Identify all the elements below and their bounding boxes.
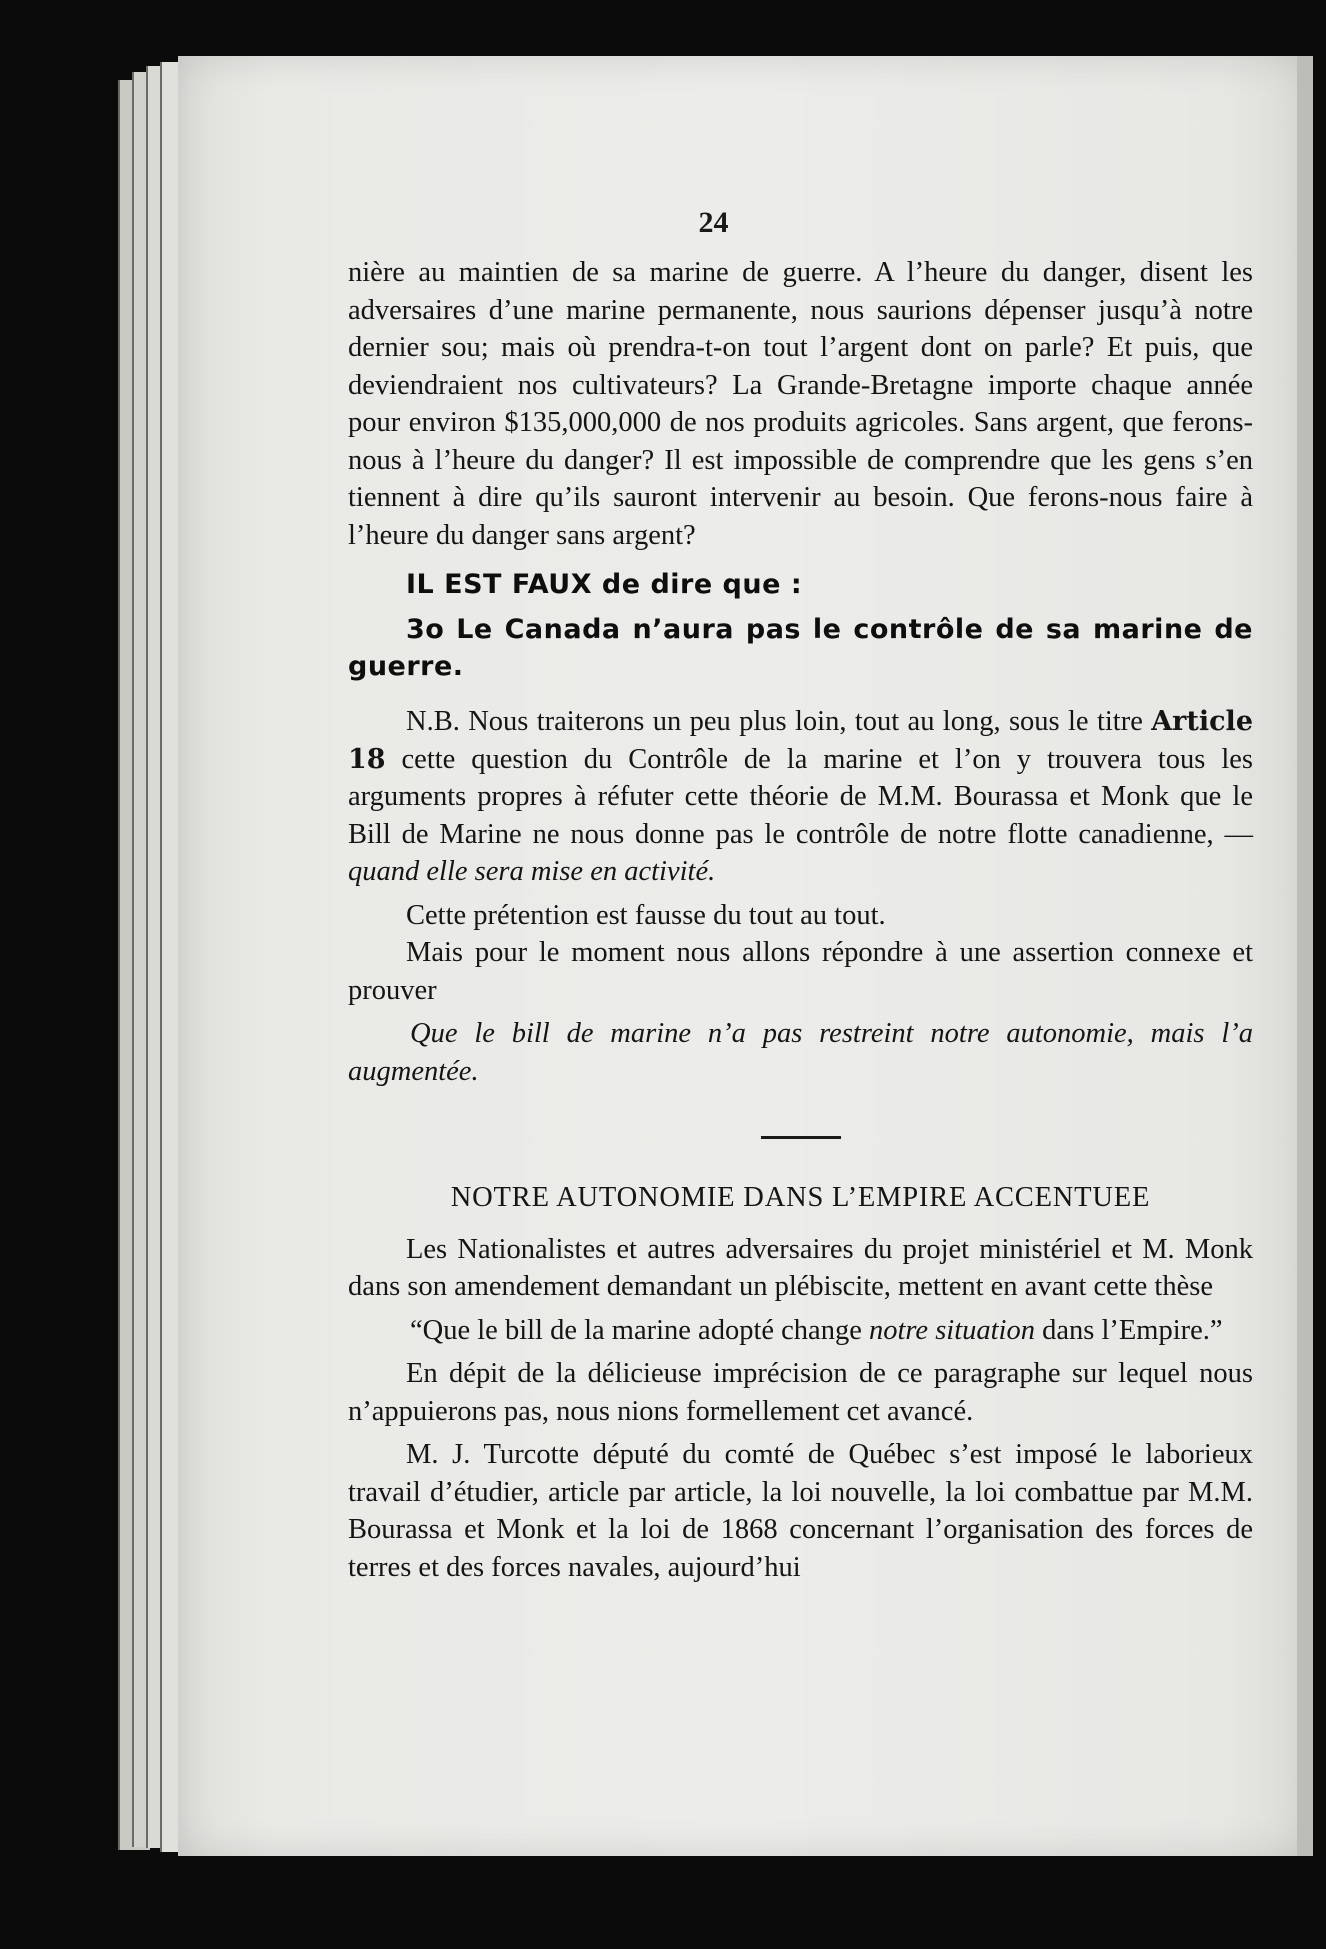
italic-statement <box>348 1015 1253 1090</box>
quote-text: dans l’Empire.” <box>1034 1314 1223 1346</box>
paragraph: Les Nationalistes et autres adversaires du projet ministériel et M. Monk dans son amendement demandant un plébiscite, mettent en avant cette thèse <box>348 1233 1253 1302</box>
paragraph: Mais pour le moment nous allons répondre à une assertion connexe et prouver <box>348 937 1253 1006</box>
paragraph: M. J. Turcotte député du comté de Québec s’est imposé le laborieux travail d’étudier, article par article, la loi nouvelle, la loi combattue par M.M. Bourassa et Monk et la loi de 1868 concernant l’organisation des forces de terres et des forces navales, aujourd’hui <box>348 1439 1253 1583</box>
quote-paragraph <box>348 1312 1253 1350</box>
quote-italic: notre situation <box>868 1314 1035 1346</box>
italic-text: Que le bill de marine n’a pas restreint notre autonomie, mais l’a augmentée. <box>348 1018 1253 1087</box>
bold-heading: IL EST FAUX de dire que : <box>406 569 803 600</box>
bold-heading: 3o Le Canada n’aura pas le contrôle de sa marine de guerre. <box>348 614 1253 682</box>
page-body <box>348 254 1253 1586</box>
section-divider <box>761 1136 841 1139</box>
quote-text: “Que le bill de la marine adopté change <box>410 1314 869 1346</box>
paragraph: Cette prétention est fausse du tout au tout. <box>406 899 886 931</box>
page-number: 24 <box>698 206 729 239</box>
nb-text: N.B. Nous traiterons un peu plus loin, tout au long, sous le titre <box>406 706 1152 737</box>
paragraph: En dépit de la délicieuse imprécision de ce paragraphe sur lequel nous n’appuierons pas, nous nions formellement cet avancé. <box>348 1358 1253 1427</box>
nb-italic: quand elle sera mise en activité. <box>348 856 716 887</box>
section-title: NOTRE AUTONOMIE DANS L’EMPIRE ACCENTUEE <box>450 1182 1151 1213</box>
nb-paragraph <box>348 703 1253 891</box>
page-right-margin <box>1297 56 1313 1856</box>
article-label: Article 18 <box>348 706 1253 775</box>
paragraph: nière au maintien de sa marine de guerre. A l’heure du danger, disent les adversaires d’une marine permanente, nous saurions dépenser jusqu’à notre dernier sou; mais où prendra-t-on tout l’argent dont on parle? Et puis, que deviendraient nos cultivateurs? La Grande-Bretagne importe chaque année pour environ $135,000,000 de nos produits agricoles. Sans argent, que ferons-nous à l’heure du danger? Il est impossible de comprendre que les gens s’en tiennent à dire qu’ils sauront intervenir au besoin. Que ferons-nous faire à l’heure du danger sans argent? <box>348 257 1253 551</box>
book-page <box>178 56 1313 1856</box>
nb-text: cette question du Contrôle de la marine et l’on y trouvera tous les arguments propres à réfuter cette théorie de M.M. Bourassa et Monk que le Bill de Marine ne nous donne pas le contrôle de notre flotte canadienne, — <box>348 743 1253 850</box>
